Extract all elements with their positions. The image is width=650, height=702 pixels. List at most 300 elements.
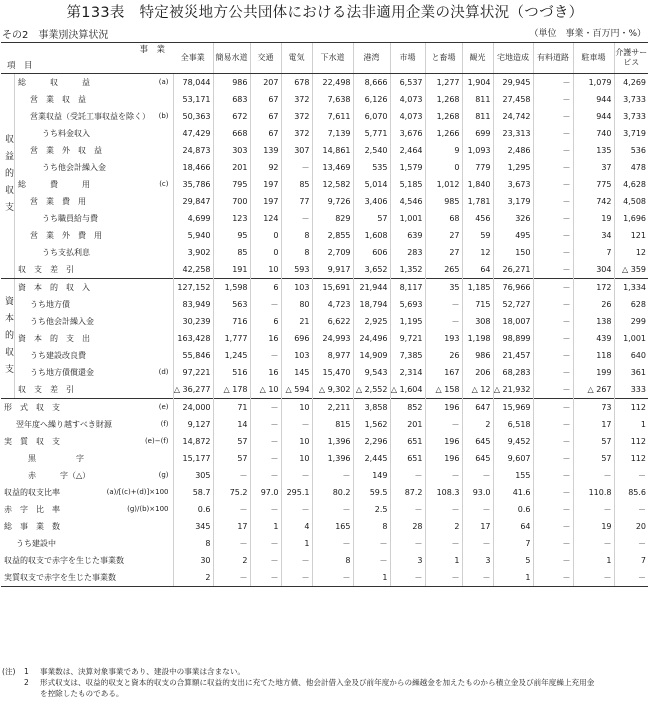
note-2-text-cont: を控除したものである。 — [40, 689, 124, 698]
table-cell: 206 — [462, 364, 493, 381]
table-cell: 15,969 — [493, 399, 533, 417]
table-cell: － — [250, 347, 281, 364]
table-cell: 41.6 — [493, 484, 533, 501]
table-cell: － — [533, 416, 573, 433]
table-cell: － — [533, 159, 573, 176]
table-cell: 68 — [425, 210, 462, 227]
table-cell: 98,899 — [493, 330, 533, 347]
table-cell: 0.6 — [493, 501, 533, 518]
table-row — [1, 501, 648, 518]
table-cell: － — [462, 569, 493, 587]
table-cell: 8 — [173, 535, 213, 552]
table-cell: 9,543 — [353, 364, 390, 381]
unit-label: （単位 事業・百万円・%） — [529, 29, 646, 39]
row-label-cell — [1, 296, 173, 313]
note-1-num: 1 — [24, 667, 29, 676]
table-cell: － — [533, 313, 573, 330]
table-cell: 2,486 — [493, 142, 533, 159]
table-cell: － — [462, 535, 493, 552]
table-cell: 150 — [493, 244, 533, 261]
row-code: (a) — [158, 78, 169, 86]
table-cell: － — [213, 569, 250, 587]
row-code: (c) — [159, 180, 169, 188]
table-row — [1, 296, 648, 313]
table-cell: － — [533, 433, 573, 450]
table-cell: － — [250, 416, 281, 433]
table-cell: 18,466 — [173, 159, 213, 176]
table-cell: － — [533, 518, 573, 535]
table-cell: 8,666 — [353, 74, 390, 92]
table-cell: 58.7 — [173, 484, 213, 501]
table-cell: 1,781 — [462, 193, 493, 210]
row-label-cell — [1, 176, 173, 193]
table-cell: 647 — [462, 399, 493, 417]
table-cell: 12,582 — [312, 176, 353, 193]
table-cell: 361 — [614, 364, 648, 381]
table-cell: 372 — [281, 91, 312, 108]
row-label-cell — [1, 484, 173, 501]
table-cell: 4,699 — [173, 210, 213, 227]
row-label: 総 事 業 数 — [4, 522, 60, 531]
table-cell: － — [533, 91, 573, 108]
table-cell: 7,611 — [312, 108, 353, 125]
table-cell: 1 — [425, 552, 462, 569]
row-label: 資 本 的 収 入 — [18, 283, 90, 292]
column-header: 介護サービス — [614, 43, 648, 74]
row-label-cell — [1, 125, 173, 142]
table-cell: － — [533, 193, 573, 210]
notes-prefix: (注) — [2, 667, 16, 676]
table-cell: 7,638 — [312, 91, 353, 108]
table-cell: － — [425, 535, 462, 552]
table-cell: 326 — [493, 210, 533, 227]
table-cell: － — [573, 467, 614, 484]
row-label: うち他会計繰入金 — [30, 317, 94, 326]
column-header: と畜場 — [425, 43, 462, 74]
row-label: 黒 字 — [28, 454, 84, 463]
row-label: うち他会計繰入金 — [42, 163, 106, 172]
table-cell: 1,079 — [573, 74, 614, 92]
table-cell: 14,909 — [353, 347, 390, 364]
table-cell: 1,334 — [614, 279, 648, 297]
table-cell: 27,458 — [493, 91, 533, 108]
table-cell: 0 — [250, 244, 281, 261]
row-label-cell — [1, 535, 173, 552]
table-cell: 76,966 — [493, 279, 533, 297]
table-cell: 50,363 — [173, 108, 213, 125]
table-cell: 7 — [573, 244, 614, 261]
table-cell: 127,152 — [173, 279, 213, 297]
table-row — [1, 364, 648, 381]
table-cell: － — [250, 467, 281, 484]
table-cell: 372 — [281, 125, 312, 142]
table-cell: 59.5 — [353, 484, 390, 501]
table-row — [1, 176, 648, 193]
table-cell: 645 — [462, 433, 493, 450]
table-cell: 13,469 — [312, 159, 353, 176]
table-cell: 815 — [312, 416, 353, 433]
table-cell: 3 — [390, 552, 425, 569]
table-cell: 700 — [213, 193, 250, 210]
table-cell: 1 — [281, 535, 312, 552]
table-cell: 6,537 — [390, 74, 425, 92]
table-row — [1, 467, 648, 484]
table-cell: 1,093 — [462, 142, 493, 159]
table-cell: 944 — [573, 108, 614, 125]
row-label: 実質収支で赤字を生じた事業数 — [4, 573, 116, 582]
table-cell: 10 — [250, 261, 281, 279]
table-cell: － — [250, 569, 281, 587]
table-cell: 193 — [425, 330, 462, 347]
table-cell: 10 — [281, 450, 312, 467]
table-cell: 8 — [312, 552, 353, 569]
table-cell: 19 — [573, 518, 614, 535]
table-cell: 67 — [250, 91, 281, 108]
table-cell: 1,268 — [425, 108, 462, 125]
table-cell: － — [533, 347, 573, 364]
table-cell: 6,518 — [493, 416, 533, 433]
table-cell: 80.2 — [312, 484, 353, 501]
table-cell: 2,709 — [312, 244, 353, 261]
table-cell: 52,727 — [493, 296, 533, 313]
table-cell: 196 — [425, 450, 462, 467]
table-cell: 811 — [462, 108, 493, 125]
table-cell: 696 — [281, 330, 312, 347]
table-cell: 9,607 — [493, 450, 533, 467]
table-cell: － — [312, 535, 353, 552]
table-cell: 197 — [250, 176, 281, 193]
table-cell: 21 — [281, 313, 312, 330]
table-cell: 715 — [462, 296, 493, 313]
row-label-cell — [1, 261, 173, 279]
table-cell: 6,126 — [353, 91, 390, 108]
table-cell: 495 — [493, 227, 533, 244]
table-row — [1, 91, 648, 108]
table-row — [1, 108, 648, 125]
table-cell: 3,406 — [353, 193, 390, 210]
table-cell: 30,239 — [173, 313, 213, 330]
table-cell: 24,000 — [173, 399, 213, 417]
table-cell: － — [213, 535, 250, 552]
table-cell: 1,268 — [425, 91, 462, 108]
table-cell: 651 — [390, 433, 425, 450]
table-cell: － — [533, 210, 573, 227]
table-cell: 3,733 — [614, 91, 648, 108]
table-cell: 26,271 — [493, 261, 533, 279]
row-label: 翌年度へ繰り越すべき財源 — [16, 420, 112, 429]
table-cell: 14,861 — [312, 142, 353, 159]
row-code: (d) — [158, 368, 169, 376]
table-cell: － — [250, 501, 281, 518]
table-cell: 2 — [425, 518, 462, 535]
section-label-a: 収益的収支 — [1, 74, 15, 278]
table-cell: 87.2 — [390, 484, 425, 501]
table-cell: 295.1 — [281, 484, 312, 501]
table-cell: － — [425, 501, 462, 518]
table-cell: 2 — [462, 416, 493, 433]
table-cell: 1,396 — [312, 450, 353, 467]
table-cell: 372 — [281, 108, 312, 125]
row-label: うち地方債 — [30, 300, 70, 309]
table-row — [1, 261, 648, 279]
table-cell: 303 — [213, 142, 250, 159]
table-cell: 1,777 — [213, 330, 250, 347]
table-cell: － — [281, 416, 312, 433]
table-cell: 5,693 — [390, 296, 425, 313]
table-row — [1, 484, 648, 501]
table-cell: 1,266 — [425, 125, 462, 142]
row-label-cell — [1, 467, 173, 484]
table-cell: 199 — [573, 364, 614, 381]
row-label-cell — [1, 381, 173, 399]
table-cell: 24,993 — [312, 330, 353, 347]
table-cell: － — [281, 159, 312, 176]
row-label: 総 収 益 — [18, 78, 90, 87]
row-label: 営 業 外 費 用 — [30, 231, 102, 240]
table-cell: 3,733 — [614, 108, 648, 125]
table-cell: 305 — [173, 467, 213, 484]
table-cell: 78,044 — [173, 74, 213, 92]
table-cell: 3,858 — [353, 399, 390, 417]
table-cell: － — [533, 569, 573, 587]
table-cell: 97,221 — [173, 364, 213, 381]
table-cell: 5,771 — [353, 125, 390, 142]
table-cell: － — [425, 416, 462, 433]
row-code: (f) — [160, 420, 169, 428]
table-cell: － — [533, 261, 573, 279]
table-cell: 103 — [281, 279, 312, 297]
table-cell: 53,171 — [173, 91, 213, 108]
column-header: 市場 — [390, 43, 425, 74]
table-cell: 155 — [493, 467, 533, 484]
table-cell: 23,313 — [493, 125, 533, 142]
table-cell: 1,579 — [390, 159, 425, 176]
table-row — [1, 193, 648, 210]
table-cell: 628 — [614, 296, 648, 313]
table-cell: △ 359 — [614, 261, 648, 279]
table-cell: 15,470 — [312, 364, 353, 381]
table-cell: 35,786 — [173, 176, 213, 193]
table-cell: － — [425, 467, 462, 484]
table-cell: 2.5 — [353, 501, 390, 518]
table-cell: 4,628 — [614, 176, 648, 193]
table-cell: 606 — [353, 244, 390, 261]
table-cell: 0 — [425, 159, 462, 176]
table-cell: 67 — [250, 125, 281, 142]
table-cell: 27 — [425, 227, 462, 244]
corner-header-jigyo: 事 業 — [139, 45, 165, 55]
table-cell: 563 — [213, 296, 250, 313]
table-cell: 75.2 — [213, 484, 250, 501]
table-cell: 135 — [573, 142, 614, 159]
table-cell: 201 — [213, 159, 250, 176]
row-label-cell — [1, 159, 173, 176]
table-cell: 3,676 — [390, 125, 425, 142]
table-cell: 2,314 — [390, 364, 425, 381]
table-cell: 986 — [462, 347, 493, 364]
row-label-cell — [1, 450, 173, 467]
table-cell: 740 — [573, 125, 614, 142]
table-cell: 15,691 — [312, 279, 353, 297]
table-cell: 699 — [462, 125, 493, 142]
table-cell: 196 — [425, 399, 462, 417]
table-cell: － — [533, 450, 573, 467]
table-cell: 55,846 — [173, 347, 213, 364]
table-cell: 1,245 — [213, 347, 250, 364]
table-row — [1, 210, 648, 227]
table-cell: 811 — [462, 91, 493, 108]
table-cell: 28 — [390, 518, 425, 535]
table-row — [1, 518, 648, 535]
table-cell: － — [425, 296, 462, 313]
table-cell: 12 — [462, 244, 493, 261]
row-label: うち建設改良費 — [30, 351, 86, 360]
row-label-cell — [1, 416, 173, 433]
table-cell: － — [213, 501, 250, 518]
table-cell: 265 — [425, 261, 462, 279]
table-cell: － — [533, 399, 573, 417]
table-cell: 110.8 — [573, 484, 614, 501]
table-cell: 3 — [462, 552, 493, 569]
table-cell: 2,211 — [312, 399, 353, 417]
table-cell: － — [533, 467, 573, 484]
table-cell: － — [533, 552, 573, 569]
table-cell: △ 10 — [250, 381, 281, 399]
table-cell: 516 — [213, 364, 250, 381]
table-cell: － — [390, 501, 425, 518]
row-code: (e)−(f) — [144, 437, 169, 445]
table-cell: 196 — [425, 433, 462, 450]
table-cell: 112 — [614, 450, 648, 467]
table-cell: － — [533, 142, 573, 159]
table-cell: 1,277 — [425, 74, 462, 92]
table-cell: 0 — [250, 227, 281, 244]
table-cell: 9,726 — [312, 193, 353, 210]
table-cell: 9,452 — [493, 433, 533, 450]
table-subtitle: その2 事業別決算状況 — [2, 30, 109, 41]
column-header: 宅地造成 — [493, 43, 533, 74]
table-cell: △ 267 — [573, 381, 614, 399]
table-cell: － — [614, 501, 648, 518]
column-header: 簡易水道 — [213, 43, 250, 74]
column-header: 港湾 — [353, 43, 390, 74]
row-label: うち料金収入 — [42, 129, 90, 138]
table-cell: 27 — [425, 244, 462, 261]
table-cell: 14 — [213, 416, 250, 433]
table-cell: 93.0 — [462, 484, 493, 501]
table-cell: 112 — [614, 399, 648, 417]
row-label-cell — [1, 227, 173, 244]
table-cell: 6,622 — [312, 313, 353, 330]
table-cell: 21,944 — [353, 279, 390, 297]
table-cell: － — [250, 296, 281, 313]
row-label: 収益的収支比率 — [4, 488, 60, 497]
column-header: 全事業 — [173, 43, 213, 74]
row-label-cell — [1, 91, 173, 108]
table-cell: 1,198 — [462, 330, 493, 347]
table-cell: － — [281, 210, 312, 227]
table-cell: 8 — [281, 244, 312, 261]
table-cell: 2,925 — [353, 313, 390, 330]
column-header: 電気 — [281, 43, 312, 74]
row-label-cell — [1, 518, 173, 535]
column-header: 有料道路 — [533, 43, 573, 74]
table-cell: 1,185 — [462, 279, 493, 297]
table-cell: 92 — [250, 159, 281, 176]
row-label-cell — [1, 569, 173, 587]
table-cell: － — [462, 467, 493, 484]
table-cell: 57 — [213, 433, 250, 450]
table-cell: － — [250, 399, 281, 417]
table-cell: 112 — [614, 433, 648, 450]
table-cell: － — [533, 501, 573, 518]
table-cell: 1,195 — [390, 313, 425, 330]
table-cell: △ 178 — [213, 381, 250, 399]
column-header: 下水道 — [312, 43, 353, 74]
column-header: 駐車場 — [573, 43, 614, 74]
table-cell: － — [312, 467, 353, 484]
table-cell: 73 — [573, 399, 614, 417]
table-row — [1, 159, 648, 176]
table-cell: － — [213, 467, 250, 484]
row-label: うち地方債償還金 — [30, 368, 94, 377]
table-cell: 9,721 — [390, 330, 425, 347]
table-cell: 1,352 — [390, 261, 425, 279]
table-cell: 34 — [573, 227, 614, 244]
table-cell: 163,428 — [173, 330, 213, 347]
table-cell: △ 1,604 — [390, 381, 425, 399]
table-cell: 95 — [213, 227, 250, 244]
table-cell: 167 — [425, 364, 462, 381]
table-cell: 640 — [614, 347, 648, 364]
table-cell: 19 — [573, 210, 614, 227]
table-cell: － — [312, 569, 353, 587]
row-label: 赤 字 比 率 — [4, 505, 60, 514]
table-cell: 80 — [281, 296, 312, 313]
row-label: 営 業 費 用 — [30, 197, 86, 206]
table-cell: 191 — [213, 261, 250, 279]
table-cell: 29,847 — [173, 193, 213, 210]
table-cell: 1,295 — [493, 159, 533, 176]
table-cell: 165 — [312, 518, 353, 535]
table-cell: 1,001 — [614, 330, 648, 347]
table-cell: 57 — [353, 210, 390, 227]
table-cell: 18,007 — [493, 313, 533, 330]
table-cell: 4,073 — [390, 108, 425, 125]
row-label: 収 支 差 引 — [18, 385, 74, 394]
table-row — [1, 347, 648, 364]
row-label-cell — [1, 313, 173, 330]
table-row — [1, 142, 648, 159]
table-cell: 1,396 — [312, 433, 353, 450]
table-cell: 9,127 — [173, 416, 213, 433]
row-label-cell — [1, 552, 173, 569]
row-code: (g)/(b)×100 — [127, 505, 169, 513]
row-label: 資 本 的 支 出 — [18, 334, 90, 343]
table-cell: 645 — [462, 450, 493, 467]
table-cell: － — [573, 501, 614, 518]
table-row — [1, 279, 648, 297]
table-cell: 26 — [425, 347, 462, 364]
table-cell: 1,608 — [353, 227, 390, 244]
table-cell: △ 594 — [281, 381, 312, 399]
table-row — [1, 125, 648, 142]
table-cell: － — [614, 467, 648, 484]
table-cell: － — [614, 535, 648, 552]
table-cell: 37 — [573, 159, 614, 176]
section-label-b: 資本的収支 — [1, 279, 15, 398]
table-cell: 4,269 — [614, 74, 648, 92]
